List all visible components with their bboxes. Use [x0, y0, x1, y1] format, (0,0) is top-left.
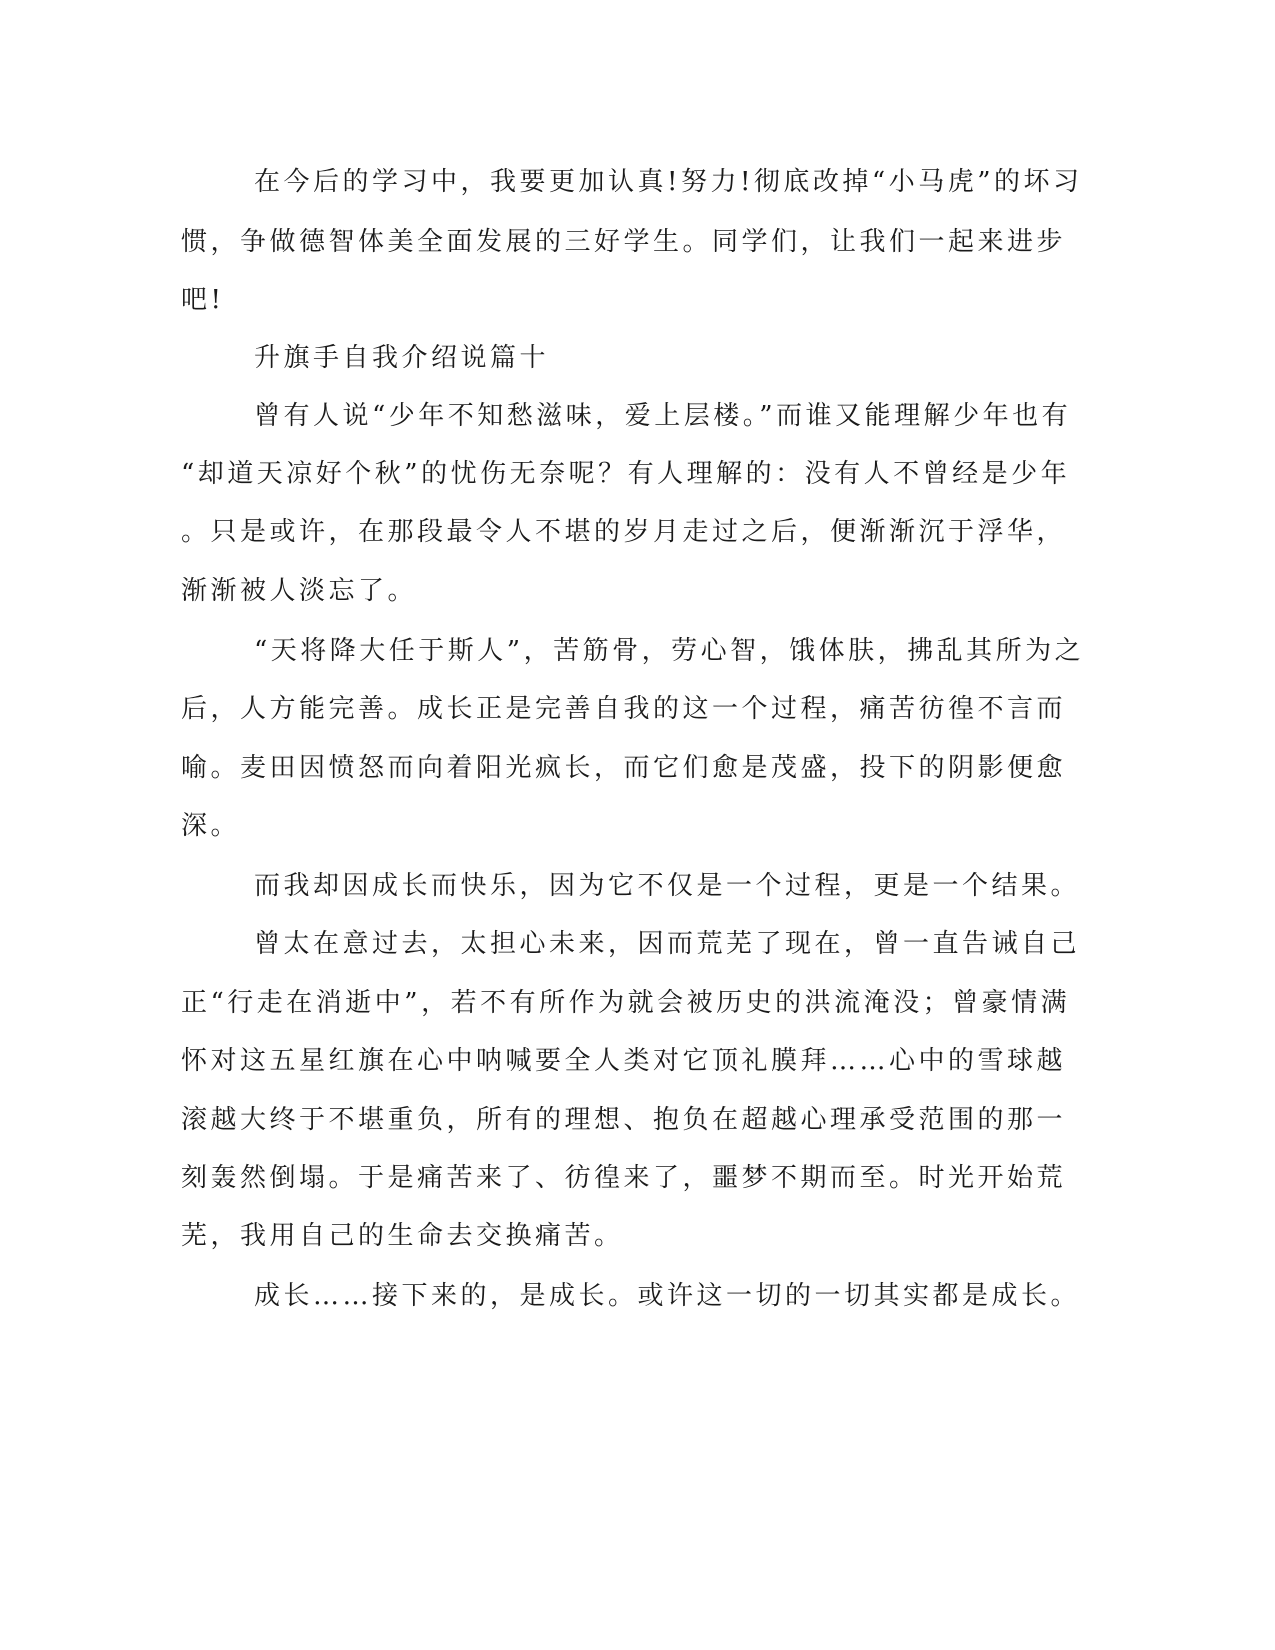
section-heading: 升旗手自我介绍说篇十: [254, 343, 550, 373]
paragraph-2-line-4: 渐渐被人淡忘了。: [181, 576, 418, 606]
paragraph-5-line-4: 滚越大终于不堪重负，所有的理想、抱负在超越心理承受范围的那一: [181, 1105, 1067, 1135]
paragraph-5-line-5: 刻轰然倒塌。于是痛苦来了、彷徨来了，噩梦不期而至。时光开始荒: [181, 1163, 1067, 1193]
paragraph-4-line-1: 而我却因成长而快乐，因为它不仅是一个过程，更是一个结果。: [254, 871, 1081, 901]
paragraph-2-line-2: “却道天凉好个秋”的忧伤无奈呢？有人理解的：没有人不曾经是少年: [181, 459, 1071, 489]
paragraph-5-line-1: 曾太在意过去，太担心未来，因而荒芜了现在，曾一直告诫自己: [254, 929, 1081, 959]
paragraph-3-line-1: “天将降大任于斯人”，苦筋骨，劳心智，饿体肤，拂乱其所为之: [254, 636, 1085, 666]
paragraph-1-line-1: 在今后的学习中，我要更加认真!努力!彻底改掉“小马虎”的坏习: [254, 167, 1083, 197]
paragraph-1-line-2: 惯，争做德智体美全面发展的三好学生。同学们，让我们一起来进步: [181, 227, 1067, 257]
paragraph-2-line-1: 曾有人说“少年不知愁滋味，爱上层楼。”而谁又能理解少年也有: [254, 401, 1072, 431]
paragraph-5-line-3: 怀对这五星红旗在心中呐喊要全人类对它顶礼膜拜……心中的雪球越: [181, 1046, 1067, 1076]
paragraph-1-line-3: 吧!: [181, 285, 225, 315]
paragraph-3-line-2: 后，人方能完善。成长正是完善自我的这一个过程，痛苦彷徨不言而: [181, 694, 1067, 724]
paragraph-2-line-3: 。只是或许，在那段最令人不堪的岁月走过之后，便渐渐沉于浮华，: [181, 517, 1067, 547]
paragraph-3-line-3: 喻。麦田因愤怒而向着阳光疯长，而它们愈是茂盛，投下的阴影便愈: [181, 753, 1067, 783]
paragraph-6-line-1: 成长……接下来的，是成长。或许这一切的一切其实都是成长。: [254, 1281, 1081, 1311]
paragraph-5-line-2: 正“行走在消逝中”，若不有所作为就会被历史的洪流淹没；曾豪情满: [181, 988, 1071, 1018]
paragraph-5-line-6: 芜，我用自己的生命去交换痛苦。: [181, 1221, 624, 1251]
paragraph-3-line-4: 深。: [181, 811, 241, 841]
